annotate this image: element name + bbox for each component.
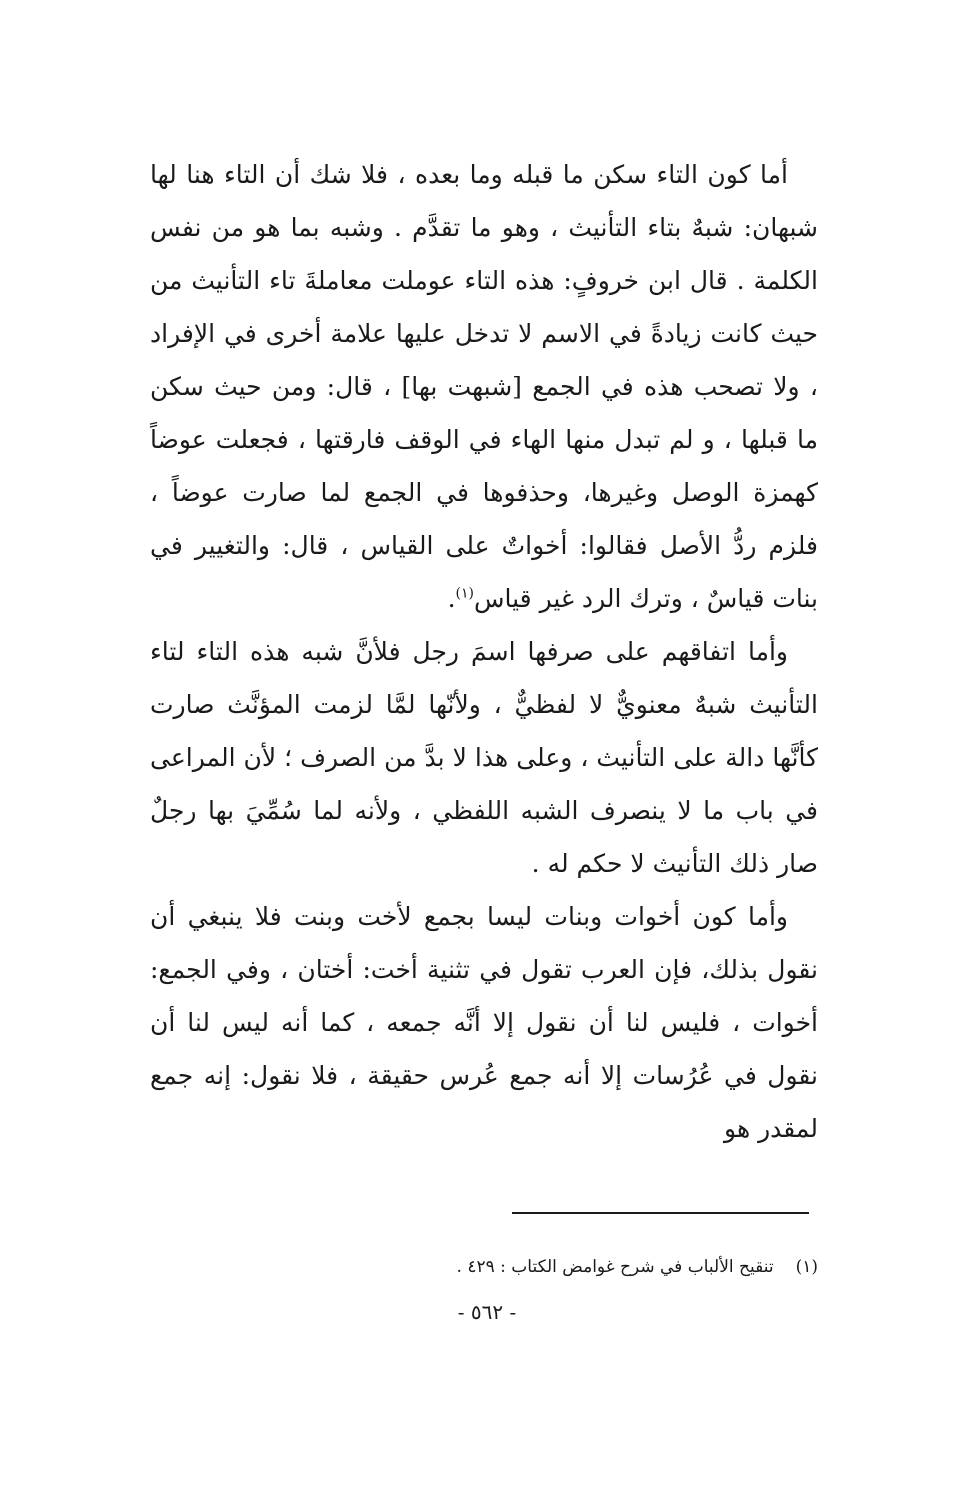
body-text: [150, 148, 818, 1155]
paragraph-2: [150, 625, 818, 890]
paragraph-3: [150, 890, 818, 1155]
page-number: - ٥٦٢ -: [457, 1300, 517, 1324]
paragraph-1-text: أما كون التاء سكن ما قبله وما بعده ، فلا شك أن التاء هنا لها شبهان: شبهٌ بتاء التأنيث ، وهو ما تقدَّم . وشبه بما هو من نفس الكلمة . قال ابن خروفٍ: هذه التاء عوملت معاملةَ تاء التأنيث من حيث كانت زيادةً في الاسم لا تدخل عليها علامة أخرى في الإفراد ، ولا تصحب هذه في الجمع [شبهت بها] ، قال: ومن حيث سكن ما قبلها ، و لم تبدل منها الهاء في الوقف فارقتها ، فجعلت عوضاً كهمزة الوصل وغيرها، وحذفوها في الجمع لما صارت عوضاً ، فلزم ردُّ الأصل فقالوا: أخواتٌ على القياس ، قال: والتغيير في بنات قياسٌ ، وترك الرد غير قياس: [150, 160, 818, 613]
footnote-number: (١): [795, 1257, 818, 1277]
paragraph-3-text: وأما كون أخوات وبنات ليسا بجمع لأخت وبنت فلا ينبغي أن نقول بذلك، فإن العرب تقول في تثنية أخت: أختان ، وفي الجمع: أخوات ، فليس لنا أن نقول إلا أنَّه جمعه ، كما أنه ليس لنا أن نقول في عُرُسات إلا أنه جمع عُرس حقيقة ، فلا نقول: إنه جمع لمقدر هو: [150, 902, 818, 1143]
paragraph-2-text: وأما اتفاقهم على صرفها اسمَ رجل فلأنَّ شبه هذه التاء لتاء التأنيث شبهٌ معنويٌّ لا لفظيٌّ ، ولأنّها لمَّا لزمت المؤنَّث صارت كأنَّها دالة على التأنيث ، وعلى هذا لا بدَّ من الصرف ؛ لأن المراعى في باب ما لا ينصرف الشبه اللفظي ، ولأنه لما سُمِّيَ بها رجلٌ صار ذلك التأنيث لا حكم له .: [150, 637, 818, 878]
paragraph-1-end: .: [447, 584, 456, 613]
footnote-separator: [512, 1212, 809, 1214]
footnote: [150, 1254, 818, 1280]
footnote-marker: (١): [455, 585, 474, 602]
paragraph-1: [150, 148, 818, 625]
footnote-text: تنقيح الألباب في شرح غوامض الكتاب : ٤٢٩ .: [456, 1257, 774, 1277]
